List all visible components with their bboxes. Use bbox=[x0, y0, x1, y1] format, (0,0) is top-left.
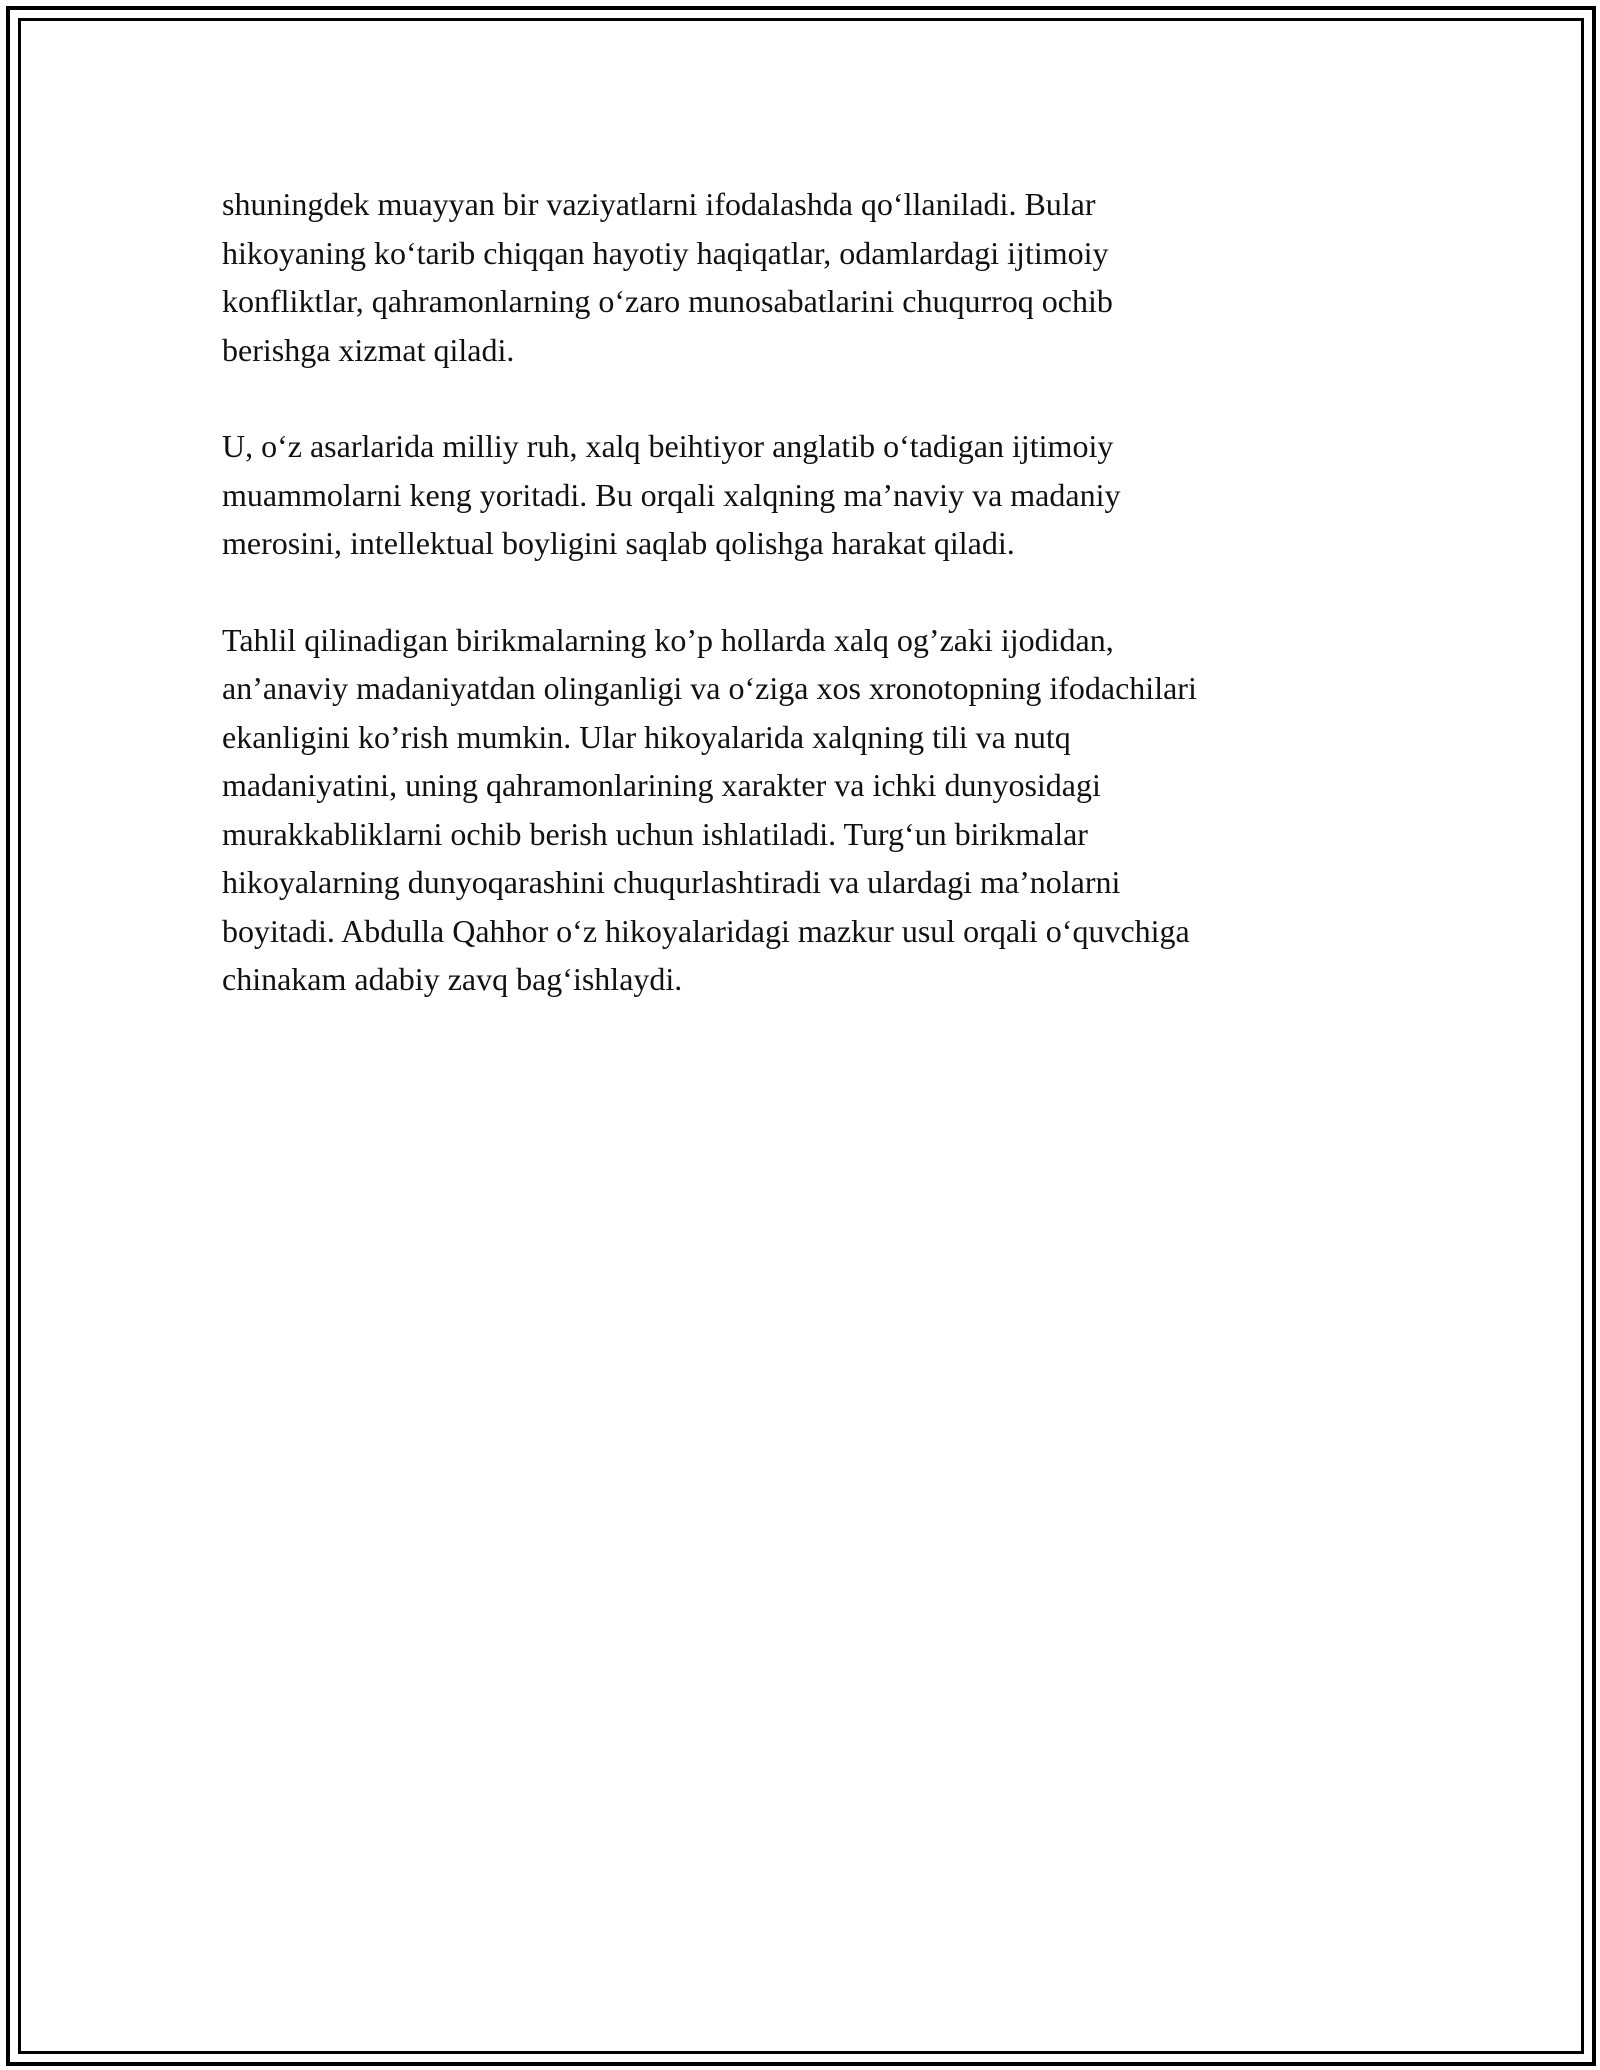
paragraph-1 bbox=[222, 180, 1402, 374]
text-line: merosini, intellektual boyligini saqlab qolishga harakat qiladi. bbox=[222, 525, 1015, 561]
text-line: shuningdek muayyan bir vaziyatlarni ifodalashda qo‘llaniladi. Bular bbox=[222, 186, 1096, 222]
text-line: murakkabliklarni ochib berish uchun ishlatiladi. Turg‘un birikmalar bbox=[222, 815, 1088, 852]
text-line: hikoyalarning dunyoqarashini chuqurlashtiradi va ulardagi ma’nolarni bbox=[222, 864, 1121, 900]
text-line: chinakam adabiy zavq bag‘ishlaydi. bbox=[222, 961, 683, 997]
text-line: ekanligini ko’rish mumkin. Ular hikoyalarida xalqning tili va nutq bbox=[222, 718, 1071, 755]
text-line: U, o‘z asarlarida milliy ruh, xalq beihtiyor anglatib o‘tadigan ijtimoiy bbox=[222, 428, 1114, 464]
paragraph-3 bbox=[222, 616, 1402, 1004]
text-line: Tahlil qilinadigan birikmalarning ko’p hollarda xalq og’zaki ijodidan, bbox=[222, 621, 1114, 658]
document-body bbox=[222, 180, 1402, 1052]
text-line: madaniyatini, uning qahramonlarining xarakter va ichki dunyosidagi bbox=[222, 767, 1101, 803]
text-line: hikoyaning ko‘tarib chiqqan hayotiy haqiqatlar, odamlardagi ijtimoiy bbox=[222, 234, 1109, 271]
text-line: konfliktlar, qahramonlarning o‘zaro munosabatlarini chuqurroq ochib bbox=[222, 283, 1113, 319]
paragraph-2 bbox=[222, 422, 1402, 568]
text-line: berishga xizmat qiladi. bbox=[222, 331, 515, 368]
text-line: boyitadi. Abdulla Qahhor o‘z hikoyalaridagi mazkur usul orqali o‘quvchiga bbox=[222, 912, 1190, 949]
text-line: muammolarni keng yoritadi. Bu orqali xalqning ma’naviy va madaniy bbox=[222, 476, 1121, 513]
text-line: an’anaviy madaniyatdan olinganligi va o‘ziga xos xronotopning ifodachilari bbox=[222, 670, 1197, 706]
